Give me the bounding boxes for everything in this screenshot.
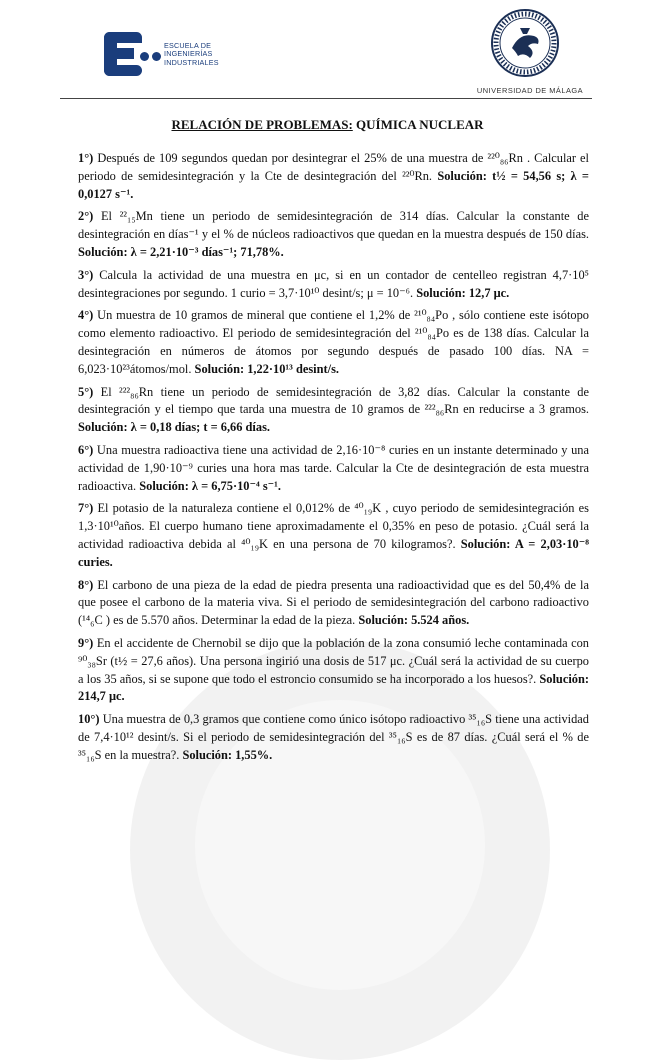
problem-text: Una muestra de 0,3 gramos que contiene como único isótopo radioactivo ³⁵₁₆S tiene una actividad de 7,4·10¹² desint/s. Si el periodo de semidesintegración del ³⁵₁₆S es de 87 días. ¿Cuál será el % de ³⁵₁₆S en la muestra?. — [78, 712, 589, 762]
problem-1 — [78, 150, 589, 203]
problem-2 — [78, 208, 589, 261]
problem-text: Un muestra de 10 gramos de mineral que contiene el 1,2% de ²¹⁰₈₄Po , sólo contiene este isótopo como elemento radioactivo. El periodo de semidesintegración del ²¹⁰₈₄Po es de 138 días. Calcular la desintegración en números de átomos por segundo después de pasado 100 días. NA = 6,023·10²³átomos/mol. — [78, 308, 589, 376]
problem-text: El ²²₁₅Mn tiene un periodo de semidesintegración de 314 días. Calcular la constante de desintegración en días⁻¹ y el % de núcleos radioactivos que quedan en la muestra después de 150 días. — [78, 209, 589, 242]
problem-solution: Solución: 5.524 años. — [358, 613, 470, 628]
problem-7 — [78, 500, 589, 571]
university-name: UNIVERSIDAD DE MÁLAGA — [476, 86, 584, 95]
problem-number: 1°) — [78, 151, 94, 165]
university-seal-icon — [490, 8, 560, 78]
school-line: INGENIERÍAS — [164, 49, 213, 59]
problem-3 — [78, 267, 589, 303]
problem-text: Después de 109 segundos quedan por desintegrar el 25% de una muestra de ²²⁰₈₆Rn . Calcular el periodo de semidesintegración y la Cte de desintegración del ²²⁰Rn. — [78, 151, 589, 183]
title-rest: QUÍMICA NUCLEAR — [352, 117, 484, 132]
problem-number: 3°) — [78, 267, 94, 282]
school-line: INDUSTRIALES — [164, 57, 219, 67]
problem-text: El potasio de la naturaleza contiene el 0,012% de ⁴⁰₁₉K , cuyo periodo de semidesintegración es 1,3·10¹⁰años. El cuerpo humano tiene aproximadamente el 0,35% en peso de potasio. ¿Cuál será la actividad radioactiva debida al ⁴⁰₁₉K en una persona de 70 kilogramos?. — [78, 501, 589, 551]
eii-dots-icon — [140, 48, 164, 66]
problem-5 — [78, 384, 589, 437]
problem-number: 10°) — [78, 712, 100, 727]
page-title — [0, 117, 655, 133]
problem-solution: Solución: 1,55%. — [182, 747, 273, 762]
header-divider — [60, 98, 592, 99]
problem-number: 4°) — [78, 308, 94, 323]
problem-number: 9°) — [78, 635, 94, 650]
problem-solution: Solución: λ = 0,18 días; t = 6,66 días. — [78, 420, 270, 435]
problem-8 — [78, 577, 589, 630]
school-name — [164, 42, 219, 67]
problem-number: 5°) — [78, 384, 94, 399]
problem-6 — [78, 442, 589, 495]
problem-text: En el accidente de Chernobil se dijo que la población de la zona consumió leche contaminada con ⁹⁰₃₈Sr (t½ = 27,6 años). Una persona ingirió una dosis de 517 μc. ¿Cuál será la actividad de su cuerpo a los 35 años, si se supone que todo el estroncio consumido se ha incorporado a los huesos?. — [78, 635, 589, 686]
problem-list — [78, 150, 589, 770]
title-underlined: RELACIÓN DE PROBLEMAS: — [171, 117, 353, 132]
problem-4 — [78, 307, 589, 378]
problem-solution: Solución: λ = 2,21·10⁻³ días⁻¹; 71,78%. — [78, 244, 284, 259]
problem-solution: Solución: t½ = 54,56 s; λ = 0,0127 s⁻¹. — [78, 168, 589, 201]
problem-number: 8°) — [78, 577, 94, 592]
school-line: ESCUELA DE — [164, 41, 212, 50]
eii-e-mark — [104, 32, 144, 76]
problem-text: Una muestra radioactiva tiene una actividad de 2,16·10⁻⁸ curies en un instante determinado y una actividad de 1,90·10⁻⁹ curies una hora mas tarde. Calcular la Cte de desintegración de esta muestra radioactiva. — [78, 442, 589, 493]
problem-solution: Solución: λ = 6,75·10⁻⁴ s⁻¹. — [139, 478, 281, 493]
uma-logo — [470, 8, 590, 100]
problem-solution: Solución: 214,7 μc. — [78, 671, 589, 704]
problem-solution: Solución: 1,22·10¹³ desint/s. — [194, 361, 339, 376]
problem-number: 6°) — [78, 442, 94, 457]
problem-solution: Solución: 12,7 μc. — [416, 285, 510, 300]
problem-text: El carbono de una pieza de la edad de piedra presenta una radioactividad que es del 50,4% de la que posee el carbono de la materia viva. Si el periodo de semidesintegración del carbono radioactivo (¹⁴₆C ) es de 5.570 años. Determinar la edad de la pieza. — [78, 577, 590, 628]
problem-number: 2°) — [78, 209, 94, 224]
problem-9 — [78, 635, 589, 706]
problem-text: El ²²²₈₆Rn tiene un periodo de semidesintegración de 3,82 días. Calcular la constante de desintegración y el tiempo que tarda una muestra de 10 gramos de ²²²₈₆Rn en reducirse a 3 gramos. — [78, 384, 589, 417]
problem-solution: Solución: A = 2,03·10⁻⁸ curies. — [78, 536, 589, 569]
page-header — [0, 0, 655, 105]
problem-10 — [78, 711, 589, 764]
problem-text: Calcula la actividad de una muestra en μc, si en un contador de centelleo registran 4,7·10⁵ desintegraciones por segundo. 1 curio = 3,7·10¹⁰ desint/s; μ = 10⁻⁶. — [78, 267, 589, 300]
problem-number: 7°) — [78, 501, 94, 516]
eii-logo — [104, 32, 264, 78]
